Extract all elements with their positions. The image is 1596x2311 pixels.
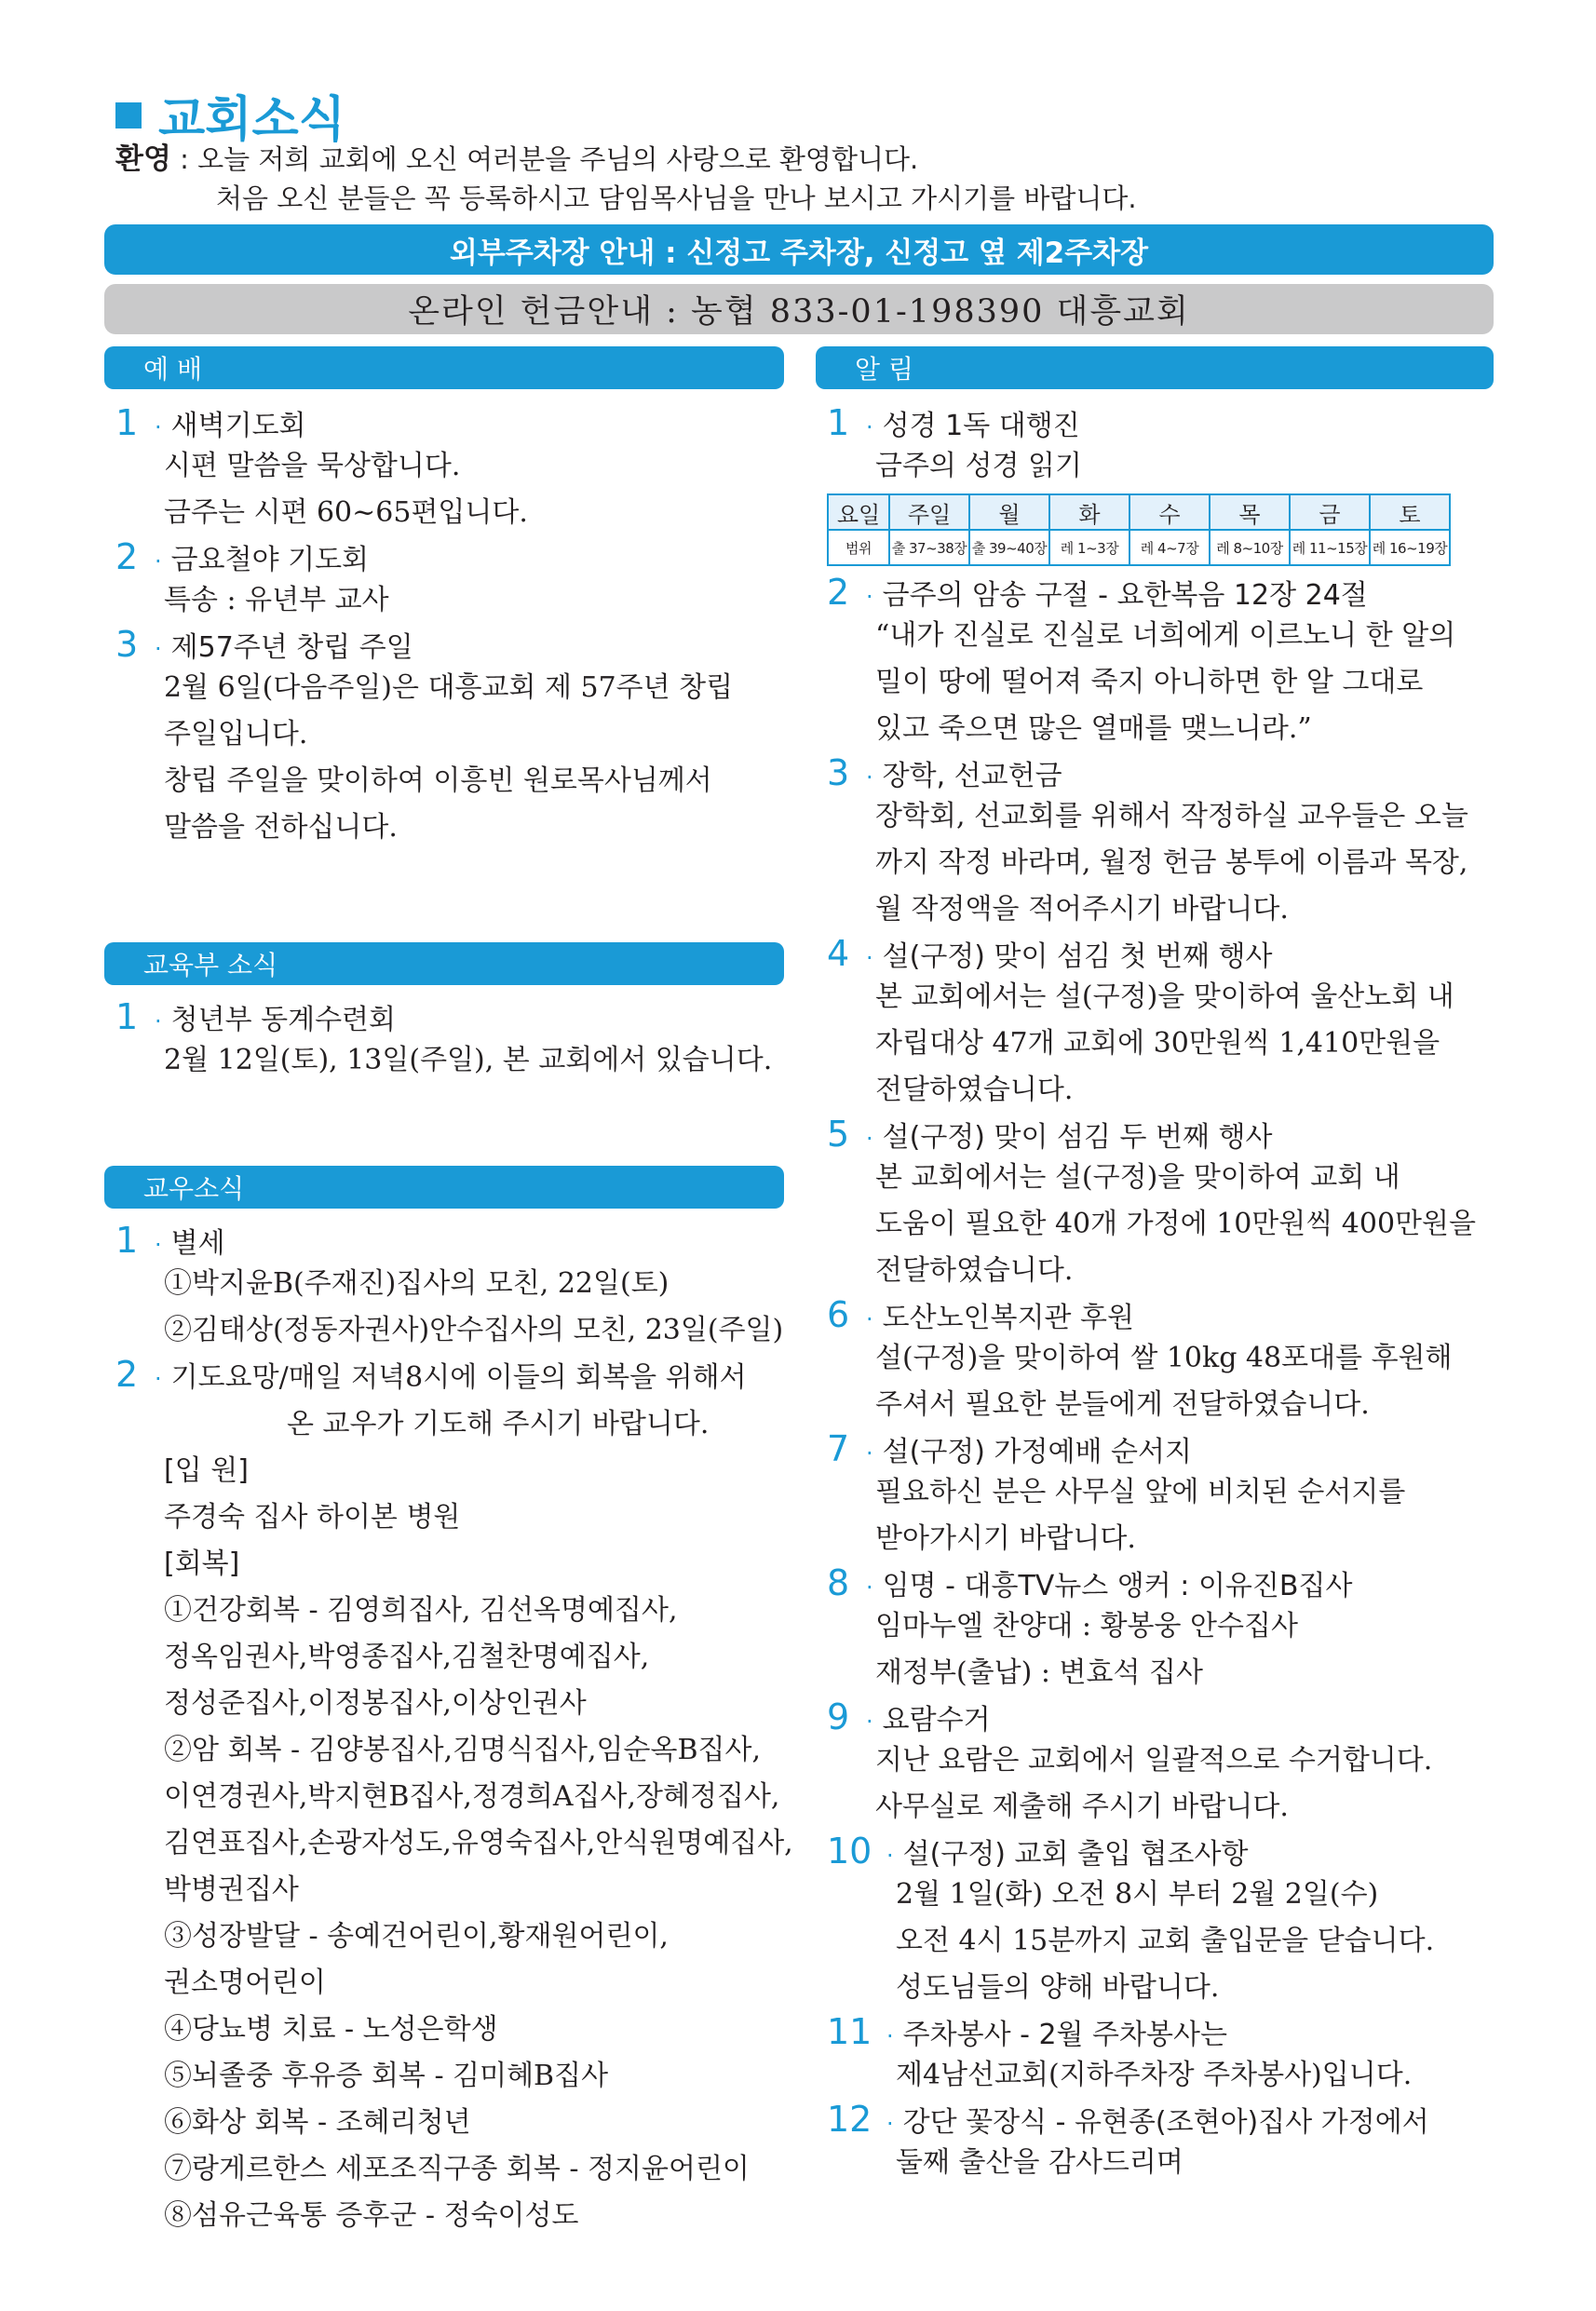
item-number: 4 bbox=[827, 933, 850, 974]
item-title-rest: /매일 저녁8시에 이들의 회복을 위해서 bbox=[278, 1361, 747, 1394]
recovery-line: ③성장발달 - 송예건어린이,황재원어린이, bbox=[164, 1920, 669, 1953]
item-title: 장학, 선교헌금 bbox=[882, 760, 1062, 792]
item-line: 금주의 성경 읽기 bbox=[875, 450, 1082, 482]
welcome-message bbox=[115, 140, 1137, 218]
item-line: 온 교우가 기도해 주시기 바랍니다. bbox=[287, 1408, 710, 1440]
item-number: 5 bbox=[827, 1114, 850, 1155]
section-header-education: 교육부 소식 bbox=[104, 942, 784, 985]
item-line: 말씀을 전하십니다. bbox=[164, 811, 398, 844]
item-line: 받아가시기 바랍니다. bbox=[875, 1522, 1136, 1555]
day-cell: 토 bbox=[1370, 494, 1450, 530]
item-title: 청년부 동계수련회 bbox=[170, 1004, 397, 1036]
item-line: 성도님들의 양해 바랍니다. bbox=[896, 1971, 1220, 2004]
dot-icon: · bbox=[866, 1440, 873, 1466]
item-line: 2월 12일(토), 13일(주일), 본 교회에서 있습니다. bbox=[164, 1044, 773, 1076]
item-line: 필요하신 분은 사무실 앞에 비치된 순서지를 bbox=[875, 1476, 1406, 1508]
range-cell: 레 8~10장 bbox=[1210, 530, 1290, 565]
notice-item-10 bbox=[827, 1831, 1494, 2011]
dot-icon: · bbox=[886, 2111, 894, 2137]
item-line: 둘째 출산을 감사드리며 bbox=[896, 2146, 1183, 2179]
recovery-line: 이연경권사,박지현B집사,정경희A집사,장혜정집사, bbox=[164, 1780, 780, 1813]
worship-item-1 bbox=[115, 402, 786, 536]
dot-icon: · bbox=[155, 414, 162, 440]
recovery-line: ①건강회복 - 김영희집사, 김선옥명예집사, bbox=[164, 1594, 678, 1627]
item-line: 도움이 필요한 40개 가정에 10만원씩 400만원을 bbox=[875, 1208, 1476, 1240]
item-number: 1 bbox=[827, 402, 850, 443]
parking-banner: 외부주차장 안내 : 신정고 주차장, 신정고 옆 제2주차장 bbox=[104, 224, 1494, 275]
notice-item-7 bbox=[827, 1428, 1494, 1562]
item-line: 주일입니다. bbox=[164, 718, 308, 750]
day-cell: 월 bbox=[969, 494, 1049, 530]
day-cell: 목 bbox=[1210, 494, 1290, 530]
range-cell: 레 1~3장 bbox=[1049, 530, 1129, 565]
table-header-cell: 범위 bbox=[828, 530, 889, 565]
item-number: 1 bbox=[115, 996, 139, 1037]
dot-icon: · bbox=[886, 1843, 894, 1869]
bible-reading-table bbox=[827, 493, 1451, 566]
item-number: 3 bbox=[827, 752, 850, 793]
notice-item-6 bbox=[827, 1294, 1494, 1428]
item-number: 6 bbox=[827, 1294, 850, 1335]
item-line: ①박지윤B(주재진)집사의 모친, 22일(토) bbox=[164, 1267, 670, 1300]
education-list bbox=[115, 996, 786, 1084]
table-header-cell: 요일 bbox=[828, 494, 889, 530]
dot-icon: · bbox=[155, 548, 162, 574]
item-title: 새벽기도회 bbox=[170, 410, 306, 442]
members-item-2 bbox=[115, 1354, 793, 2239]
notices-list bbox=[827, 402, 1494, 2186]
offering-banner: 온라인 헌금안내 : 농협 833-01-198390 대흥교회 bbox=[104, 284, 1494, 334]
item-title: 주차봉사 - 2월 주차봉사는 bbox=[902, 2019, 1227, 2051]
dot-icon: · bbox=[866, 1709, 873, 1735]
worship-item-2 bbox=[115, 536, 786, 624]
members-item-1 bbox=[115, 1220, 786, 1354]
item-title: 설(구정) 맞이 섬김 두 번째 행사 bbox=[882, 1121, 1273, 1154]
item-number: 9 bbox=[827, 1696, 850, 1737]
range-cell: 출 37~38장 bbox=[889, 530, 969, 565]
day-cell: 금 bbox=[1290, 494, 1370, 530]
education-item-1 bbox=[115, 996, 786, 1084]
item-title: 강단 꽃장식 - 유현종(조현아)집사 가정에서 bbox=[902, 2106, 1429, 2139]
item-line: 전달하였습니다. bbox=[875, 1254, 1074, 1287]
item-line: 주셔서 필요한 분들에게 전달하였습니다. bbox=[875, 1388, 1370, 1421]
range-cell: 출 39~40장 bbox=[969, 530, 1049, 565]
range-cell: 레 16~19장 bbox=[1370, 530, 1450, 565]
item-number: 12 bbox=[827, 2099, 872, 2140]
item-title: 금주의 암송 구절 - 요한복음 12장 24절 bbox=[882, 579, 1368, 612]
item-title: 설(구정) 교회 출입 협조사항 bbox=[902, 1838, 1249, 1871]
recovery-line: 정옥임권사,박영종집사,김철찬명예집사, bbox=[164, 1641, 650, 1673]
item-title: 금요철야 기도회 bbox=[170, 544, 370, 576]
item-line: 까지 작정 바라며, 월정 헌금 봉투에 이름과 목장, bbox=[875, 846, 1468, 879]
item-line: 설(구정)을 맞이하여 쌀 10kg 48포대를 후원해 bbox=[875, 1342, 1453, 1374]
dot-icon: · bbox=[866, 584, 873, 610]
item-line: 지난 요람은 교회에서 일괄적으로 수거합니다. bbox=[875, 1744, 1433, 1777]
day-cell: 주일 bbox=[889, 494, 969, 530]
section-header-worship: 예 배 bbox=[104, 346, 784, 389]
dot-icon: · bbox=[866, 414, 873, 440]
worship-item-3 bbox=[115, 624, 786, 851]
item-title: 임명 - 대흥TV뉴스 앵커 : 이유진B집사 bbox=[882, 1570, 1353, 1602]
item-number: 2 bbox=[115, 536, 139, 577]
item-number: 1 bbox=[115, 402, 139, 443]
item-title: 도산노인복지관 후원 bbox=[882, 1302, 1134, 1334]
item-line: 특송 : 유년부 교사 bbox=[164, 584, 389, 616]
item-line: 시편 말씀을 묵상합니다. bbox=[164, 450, 461, 482]
notice-item-11 bbox=[827, 2011, 1494, 2099]
item-line: 창립 주일을 맞이하여 이흥빈 원로목사님께서 bbox=[164, 764, 712, 797]
notice-item-8 bbox=[827, 1562, 1494, 1696]
item-line: 월 작정액을 적어주시기 바랍니다. bbox=[875, 893, 1289, 926]
item-title: 요람수거 bbox=[882, 1704, 991, 1737]
item-line: 있고 죽으면 많은 열매를 맺느니라.” bbox=[875, 712, 1312, 745]
dot-icon: · bbox=[155, 1008, 162, 1034]
item-line: “내가 진실로 진실로 너희에게 이르노니 한 알의 bbox=[875, 619, 1456, 652]
hospital-line: 주경숙 집사 하이본 병원 bbox=[164, 1501, 461, 1534]
worship-list bbox=[115, 402, 786, 851]
range-cell: 레 11~15장 bbox=[1290, 530, 1370, 565]
recovery-line: 정성준집사,이정봉집사,이상인권사 bbox=[164, 1687, 587, 1720]
dot-icon: · bbox=[155, 1366, 162, 1392]
square-bullet-icon bbox=[115, 102, 142, 128]
item-line: ②김태상(정동자권사)안수집사의 모친, 23일(주일) bbox=[164, 1314, 784, 1346]
recovery-line: ②암 회복 - 김양봉집사,김명식집사,임순옥B집사, bbox=[164, 1734, 762, 1766]
day-cell: 화 bbox=[1049, 494, 1129, 530]
hospital-label: [입 원] bbox=[164, 1454, 249, 1487]
item-line: 2월 1일(화) 오전 8시 부터 2월 2일(수) bbox=[896, 1878, 1379, 1911]
dot-icon: · bbox=[866, 1306, 873, 1332]
item-number: 2 bbox=[827, 572, 850, 613]
item-title: 기도요망 bbox=[170, 1361, 279, 1394]
item-line: 장학회, 선교회를 위해서 작정하실 교우들은 오늘 bbox=[875, 800, 1468, 832]
notice-item-9 bbox=[827, 1696, 1494, 1831]
welcome-line-1: : 오늘 저희 교회에 오신 여러분을 주님의 사랑으로 환영합니다. bbox=[170, 143, 919, 175]
recovery-line: ⑤뇌졸중 후유증 회복 - 김미혜B집사 bbox=[164, 2060, 609, 2092]
recovery-line: ⑦랑게르한스 세포조직구종 회복 - 정지윤어린이 bbox=[164, 2153, 750, 2185]
item-line: 본 교회에서는 설(구정)을 맞이하여 교회 내 bbox=[875, 1161, 1400, 1194]
item-number: 11 bbox=[827, 2011, 872, 2052]
item-line: 2월 6일(다음주일)은 대흥교회 제 57주년 창립 bbox=[164, 671, 734, 704]
item-title: 설(구정) 맞이 섬김 첫 번째 행사 bbox=[882, 940, 1273, 973]
welcome-label: 환영 bbox=[115, 142, 171, 176]
notice-item-4 bbox=[827, 933, 1494, 1114]
item-line: 자립대상 47개 교회에 30만원씩 1,410만원을 bbox=[875, 1027, 1440, 1060]
members-list bbox=[115, 1220, 793, 2239]
item-line: 제4남선교회(지하주차장 주차봉사)입니다. bbox=[896, 2059, 1413, 2091]
item-title: 별세 bbox=[170, 1227, 225, 1260]
recovery-line: ⑥화상 회복 - 조혜리청년 bbox=[164, 2106, 471, 2139]
dot-icon: · bbox=[866, 1574, 873, 1601]
recovery-line: 박병권집사 bbox=[164, 1873, 299, 1906]
item-title: 성경 1독 대행진 bbox=[882, 410, 1080, 442]
item-line: 전달하였습니다. bbox=[875, 1074, 1074, 1106]
section-header-notices: 알 림 bbox=[816, 346, 1494, 389]
item-line: 임마누엘 찬양대 : 황봉웅 안수집사 bbox=[875, 1610, 1298, 1642]
item-line: 오전 4시 15분까지 교회 출입문을 닫습니다. bbox=[896, 1925, 1435, 1957]
item-number: 1 bbox=[115, 1220, 139, 1261]
table-row-ranges bbox=[828, 530, 1450, 565]
dot-icon: · bbox=[866, 945, 873, 971]
welcome-line-2: 처음 오신 분들은 꼭 등록하시고 담임목사님을 만나 보시고 가시기를 바랍니다. bbox=[216, 182, 1137, 214]
item-number: 7 bbox=[827, 1428, 850, 1469]
item-line: 밀이 땅에 떨어져 죽지 아니하면 한 알 그대로 bbox=[875, 666, 1424, 698]
section-header-members: 교우소식 bbox=[104, 1166, 784, 1209]
recovery-label: [회복] bbox=[164, 1547, 240, 1580]
range-cell: 레 4~7장 bbox=[1129, 530, 1210, 565]
item-line: 본 교회에서는 설(구정)을 맞이하여 울산노회 내 bbox=[875, 980, 1454, 1013]
dot-icon: · bbox=[866, 1126, 873, 1152]
recovery-line: ⑧섬유근육통 증후군 - 정숙이성도 bbox=[164, 2199, 579, 2232]
item-title: 설(구정) 가정예배 순서지 bbox=[882, 1436, 1192, 1468]
item-number: 3 bbox=[115, 624, 139, 665]
item-number: 10 bbox=[827, 1831, 872, 1872]
item-line: 금주는 시편 60~65편입니다. bbox=[164, 496, 528, 529]
item-line: 사무실로 제출해 주시기 바랍니다. bbox=[875, 1791, 1289, 1823]
dot-icon: · bbox=[155, 1232, 162, 1258]
notice-item-3 bbox=[827, 752, 1494, 933]
notice-item-5 bbox=[827, 1114, 1494, 1294]
item-number: 2 bbox=[115, 1354, 139, 1395]
day-cell: 수 bbox=[1129, 494, 1210, 530]
item-line: 재정부(출납) : 변효석 집사 bbox=[875, 1656, 1203, 1689]
dot-icon: · bbox=[886, 2023, 894, 2049]
item-number: 8 bbox=[827, 1562, 850, 1603]
notice-item-1 bbox=[827, 402, 1494, 566]
notice-item-2 bbox=[827, 572, 1494, 752]
table-row-days bbox=[828, 494, 1450, 530]
recovery-line: ④당뇨병 치료 - 노성은학생 bbox=[164, 2013, 498, 2046]
notice-item-12 bbox=[827, 2099, 1494, 2186]
dot-icon: · bbox=[866, 764, 873, 791]
item-title: 제57주년 창립 주일 bbox=[170, 631, 413, 664]
dot-icon: · bbox=[155, 636, 162, 662]
title-text: 교회소식 bbox=[158, 92, 345, 148]
recovery-line: 권소명어린이 bbox=[164, 1966, 326, 1999]
recovery-line: 김연표집사,손광자성도,유영숙집사,안식원명예집사, bbox=[164, 1827, 793, 1859]
